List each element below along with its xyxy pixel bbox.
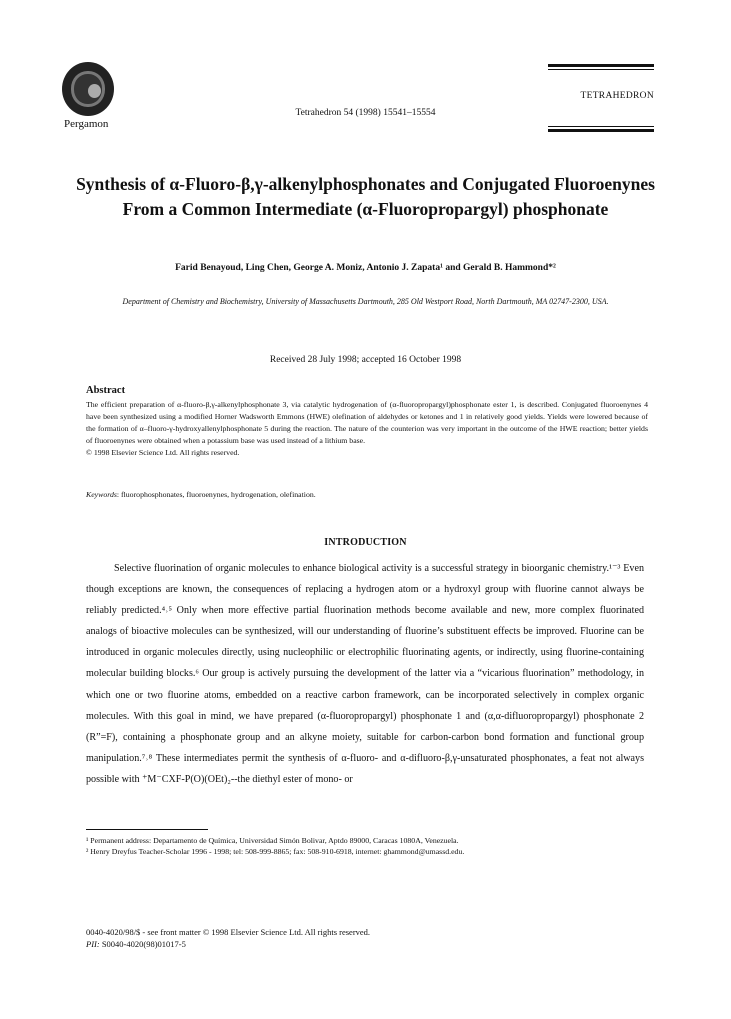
abstract-copyright: © 1998 Elsevier Science Ltd. All rights reserved. [86, 448, 240, 457]
header-rule-top-thin [548, 69, 654, 70]
received-dates: Received 28 July 1998; accepted 16 October 1998 [269, 355, 462, 365]
front-matter [86, 926, 370, 950]
pii-line [86, 938, 370, 950]
introduction-heading: INTRODUCTION [324, 537, 407, 548]
footnote-2: ² Henry Dreyfus Teacher-Scholar 1996 - 1998; tel: 508-999-8865; fax: 508-910-6918, internet: ghammond@umassd.edu. [86, 847, 465, 856]
keywords-line [86, 490, 316, 499]
issn-line: 0040-4020/98/$ - see front matter © 1998 Elsevier Science Ltd. All rights reserved. [86, 927, 371, 937]
footnote-divider [86, 829, 208, 830]
abstract-body [86, 399, 648, 459]
article-title: Synthesis of α-Fluoro-β,γ-alkenylphosphonates and Conjugated Fluoroenynes From a Common Intermediate (α-Fluoropropargyl) phosphonate [76, 174, 655, 219]
affiliation: Department of Chemistry and Biochemistry, University of Massachusetts Dartmouth, 285 Old Westport Road, North Dartmouth, MA 02747-2300, USA. [122, 297, 609, 306]
header-rule-bottom-thin [548, 126, 654, 127]
introduction-paragraph: Selective fluorination of organic molecules to enhance biological activity is a successful strategy in bioorganic chemistry.¹⁻³ Even though exceptions are known, the consequences of replacing a hydrogen atom or a hydroxyl group with fluorine cannot always be reliably predicted.⁴˒⁵ Only when more effective partial fluorination methods become available and new, more complex fluorinated analogs of bioactive molecules can be synthesized, will our understanding of fluorine’s substituent effects be improved. Fluorine can be introduced in organic molecules directly, using nucleophilic or electrophilic fluorinating agents, or indirectly, using fluorine-containing molecular building blocks.⁶ Our group is actively pursuing the development of the latter via a “vicarious fluorination” methodology, in which one or two fluorine atoms, embedded on a reactive carbon framework, can be incorporated selectively in complex organic molecules. With this goal in mind, we have prepared (α-fluoropropargyl) phosphonate 1 and (α,α-difluoropropargyl) phosphonate 2 (R”=F), containing a phosphonate group and an alkyne moiety, suitable for carbon-carbon bond formation and functional group manipulation.⁷˒⁸ These intermediates permit the synthesis of α-fluoro- and α-difluoro-β,γ-unsaturated phosphonates, a feat not always possible with ⁺M⁻CXF-P(O)(OEt)₂--the diethyl ester of mono- or [86, 563, 644, 785]
pii-label: PII: [86, 939, 100, 949]
publisher-name: Pergamon [64, 118, 109, 130]
abstract-heading: Abstract [86, 385, 126, 396]
keywords-list: : fluorophosphonates, fluoroenynes, hydrogenation, olefination. [116, 490, 316, 499]
abstract-text: The efficient preparation of α-fluoro-β,γ-alkenylphosphonate 3, via catalytic hydrogenation of (α-fluoropropargyl)phosphonate ester 1, is described. Conjugated fluoroenynes 4 have been synthesized using a modified Horner Wadsworth Emmons (HWE) olefination of aldehydes or ketones and 1 in relatively good yields. Yields were lowered because of the formation of α–fluoro-γ-hydroxyallenylphosphonate 5 during the reaction. The nature of the counterion was very important in the outcome of the HWE reaction; better yields of fluoroenynes were obtained when a potassium base was used instead of a lithium base. [86, 400, 648, 445]
header-rule-bottom [548, 129, 654, 132]
journal-name: TETRAHEDRON [580, 91, 654, 101]
header-rule-top [548, 64, 654, 67]
footnote-1: ¹ Permanent address: Departamento de Química, Universidad Simón Bolivar, Aptdo 89000, Caracas 1080A, Venezuela. [86, 836, 459, 845]
introduction-body [86, 558, 644, 790]
pii-value: S0040-4020(98)01017-5 [99, 939, 186, 949]
keywords-label: Keywords [86, 490, 117, 499]
author-list: Farid Benayoud, Ling Chen, George A. Moniz, Antonio J. Zapata¹ and Gerald B. Hammond*² [175, 263, 556, 273]
journal-citation: Tetrahedron 54 (1998) 15541–15554 [295, 108, 436, 118]
